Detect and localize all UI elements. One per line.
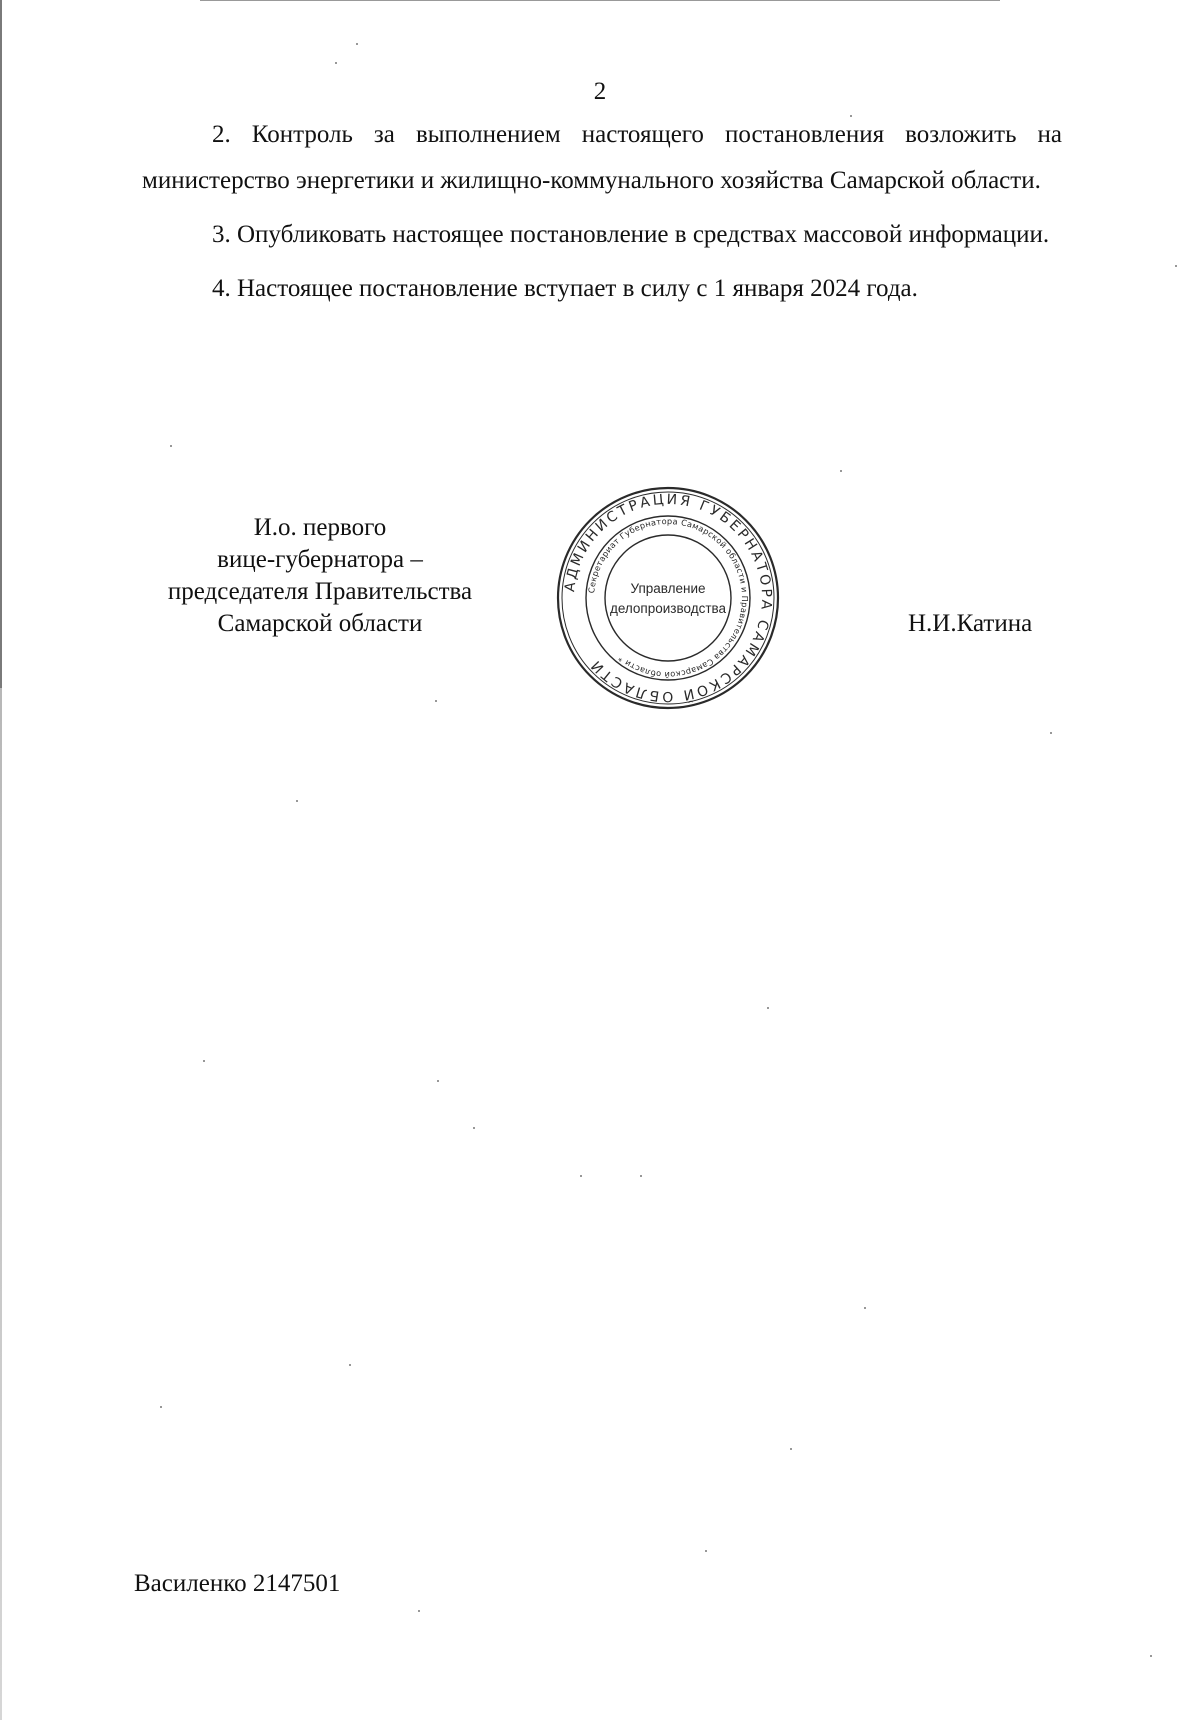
scan-speck (473, 1127, 475, 1129)
scan-speck (1050, 732, 1052, 734)
seal-center-line-1: Управление (630, 581, 706, 596)
scan-speck (349, 1364, 351, 1366)
seal-center-line-2: делопроизводства (609, 601, 727, 616)
signatory-title (140, 512, 500, 640)
scan-speck (435, 700, 437, 702)
scan-speck (1175, 265, 1177, 267)
seal-inner-text: Секретариат Губернатора Самарской области и Правительства Самарской области * (586, 515, 751, 681)
signatory-name: Н.И.Катина (908, 610, 1033, 637)
signatory-title-line: Самарской области (217, 610, 423, 637)
paragraph-effective-date: 4. Настоящее постановление вступает в силу с 1 января 2024 года. (212, 275, 918, 302)
scan-speck (864, 1307, 866, 1309)
scan-left-edge (0, 0, 2, 1720)
scan-top-edge (200, 0, 1000, 1)
official-seal (555, 485, 781, 711)
scan-speck (335, 62, 337, 64)
signatory-title-line: председателя Правительства (167, 578, 473, 605)
scan-speck (840, 470, 842, 472)
signatory-title-line: И.о. первого (253, 514, 387, 541)
scan-speck (170, 445, 172, 447)
scan-speck (296, 800, 298, 802)
scan-speck (203, 1060, 205, 1062)
scan-speck (790, 1448, 792, 1450)
scan-speck (640, 1175, 642, 1177)
scan-speck (160, 1406, 162, 1408)
scan-speck (850, 115, 852, 117)
seal-outer-text: АДМИНИСТРАЦИЯ ГУБЕРНАТОРА САМАРСКОЙ ОБЛАСТИ (562, 491, 775, 705)
document-body (142, 112, 1062, 320)
seal-graphic (555, 485, 781, 711)
executor-note: Василенко 2147501 (134, 1570, 341, 1597)
scan-speck (1150, 1655, 1152, 1657)
signatory-title-line: вице-губернатора – (217, 546, 423, 573)
paragraph-control: 2. Контроль за выполнением настоящего постановления возложить на министерство энергетики и жилищно-коммунального хозяйства Самарской области. (142, 121, 1062, 194)
scan-speck (418, 1610, 420, 1612)
scan-speck (705, 1550, 707, 1552)
scan-speck (356, 43, 358, 45)
scan-speck (767, 1007, 769, 1009)
scan-speck (580, 1175, 582, 1177)
paragraph-publish: 3. Опубликовать настоящее постановление в средствах массовой информации. (212, 221, 1050, 248)
page-number: 2 (593, 78, 607, 105)
scan-speck (437, 1080, 439, 1082)
